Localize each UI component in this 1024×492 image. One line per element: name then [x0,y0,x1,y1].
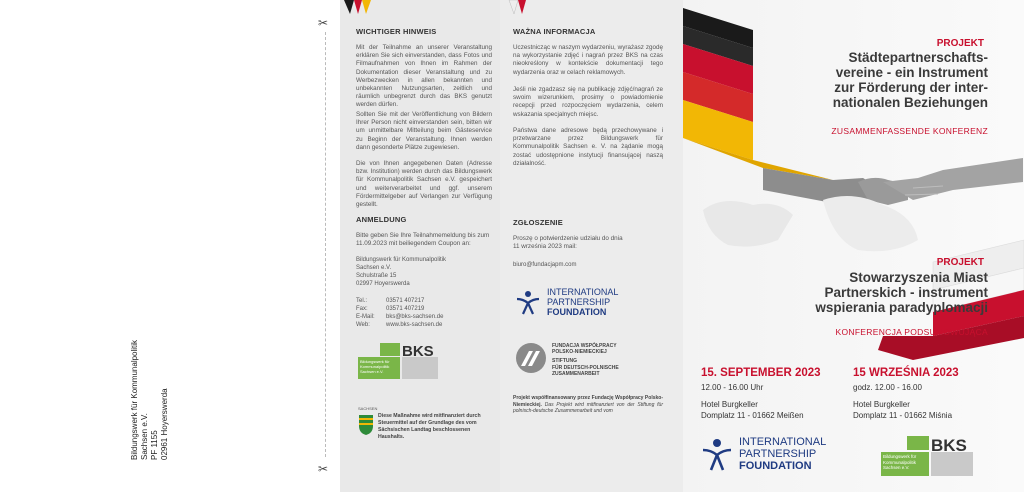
recipient-address: Bildungswerk für Kommunalpolitik Sachsen e.V. PF 1155 02961 Hoyerswerda [130,339,169,460]
cover-panel [683,0,1024,492]
scissors-icon: ✂ [318,462,329,476]
ipf-figure-icon [515,289,541,315]
contact-row: Tel.: 03571 407217 [356,298,425,304]
registration-title-pl: ZGŁOSZENIE [513,218,563,227]
registration-text-de: Bitte geben Sie Ihre Teilnahmemeldung bis zum 11.09.2023 mit beiliegendem Coupon an: [356,232,490,248]
address-panel [0,0,340,492]
registration-title-de: ANMELDUNG [356,215,407,224]
event-info-pl: 15 WRZEŚNIA 2023 godz. 12.00 - 16.00 Hotel Burgkeller Domplatz 11 - 01662 Miśnia [853,367,959,420]
ipf-logo: INTERNATIONAL PARTNERSHIP FOUNDATION [701,436,826,472]
bks-logo: BKS Bildungswerk für Kommunalpolitik Sachsen e.V. [358,343,438,379]
cofunding-note: Projekt współfinansowany przez Fundację Współpracy Polsko-Niemieckiej. Das Projekt wird mitfinanziert von der Stiftung für polnisch-deutsche Zusammenarbeit und vom [513,395,663,415]
subtitle-pl: KONFERENCJA PODSUMOWUJĄCA [835,327,988,337]
registration-email-link[interactable]: biuro@fundacjapm.com [513,262,577,268]
organizer-address: Bildungswerk für Kommunalpolitik Sachsen e.V. Schulstraße 15 02997 Hoyerswerda [356,257,447,287]
project-label-de: PROJEKT [936,38,984,49]
registration-text-pl: Proszę o potwierdzenie udziału do dnia 11 września 2023 mail: [513,235,623,251]
contact-list [356,297,443,329]
title-pl: Stowarzyszenia Miast Partnerskich - instrument wspierania paradyplomacji [815,270,988,315]
notice-text-pl: Uczestnicząc w naszym wydarzeniu, wyrażasz zgodę na wykorzystanie zdjęć i nagrań przez BKS na czas nieokreślony w kontekście dokumentacji tego wydarzenia oraz w celach reklamowych. [513,44,663,76]
info-panel-de [340,0,500,492]
notice-title-de: WICHTIGER HINWEIS [356,27,437,36]
notice-text-de: Sollten Sie mit der Veröffentlichung von Bildern Ihrer Person nicht einverstanden sein, bitten wir um unmittelbare Mitteilung beim Gästeservice zu Beginn der Veranstaltung. Ihnen werden dann gesonderte Plätze zugewiesen. [356,111,492,151]
notice-text-pl: Państwa dane adresowe będą przechowywane i przetwarzane przez Bildungswerk für Kommunalpolitik Sachsen e. V. na żądanie mogą zostać udostępnione instytucji finansującej naszą działalność. [513,127,663,167]
cut-line [325,32,326,457]
subtitle-de: ZUSAMMENFASSENDE KONFERENZ [831,126,988,136]
notice-text-de: Mit der Teilnahme an unserer Veranstaltung erklären Sie sich einverstanden, dass Fotos und Filmaufnahmen von Ihnen im Rahmen der Dokumentation dieser Veranstaltung und zu Werbezwecken in allen bekannten und unbekannten Nutzungsarten, zeitlich und räumlich unbegrenzt durch das BKS genutzt werden dürfen. [356,44,492,109]
scissors-icon: ✂ [318,16,329,30]
contact-row[interactable]: E-Mail: bks@bks-sachsen.de [356,314,444,320]
project-label-pl: PROJEKT [936,257,984,268]
fwpn-logo-icon [515,342,547,374]
ribbon-logo-icon [340,0,375,20]
funding-note: Diese Maßnahme wird mitfinanziert durch Steuermittel auf der Grundlage des vom Sächsischen Landtag beschlossenen Haushalts. [378,413,481,440]
contact-row[interactable]: Web: www.bks-sachsen.de [356,322,443,328]
event-info-de: 15. SEPTEMBER 2023 12.00 - 16.00 Uhr Hotel Burgkeller Domplatz 11 - 01662 Meißen [701,367,821,420]
saxony-label: SACHSEN [358,406,378,411]
bks-logo: BKS Bildungswerk für Kommunalpolitik Sachsen e.V. [881,436,973,476]
title-de: Städtepartnerschafts- vereine - ein Instrument zur Förderung der inter- nationalen Beziehungen [832,50,988,110]
info-panel-pl [500,0,683,492]
fwpn-name: FUNDACJA WSPÓŁPRACY POLSKO-NIEMIECKIEJ STIFTUNG FÜR DEUTSCH-POLNISCHE ZUSAMMENARBEIT [552,343,619,377]
saxony-crest-icon [358,413,374,435]
notice-text-pl: Jeśli nie zgadzasz się na publikację zdjęć/nagrań ze swoim wizerunkiem, prosimy o powiadomienie recepcji przed rozpoczęciem wydarzenia, celem wskazania specjalnych miejsc. [513,86,663,118]
notice-text-de: Die von Ihnen angegebenen Daten (Adresse bzw. Institution) werden durch das Bildungswerk für Kommunalpolitik Sachsen e.V. gespeichert und weiterverarbeitet und ggf. unserem Fördermittelgeber auf Verlangen zur Verfügung gestellt. [356,160,492,209]
ipf-logo: INTERNATIONAL PARTNERSHIP FOUNDATION [515,287,618,317]
ipf-figure-icon [701,437,733,471]
web-link[interactable]: www.bks-sachsen.de [386,322,443,328]
notice-title-pl: WAŻNA INFORMACJA [513,27,596,36]
contact-row: Fax: 03571 407219 [356,306,425,312]
email-link[interactable]: bks@bks-sachsen.de [386,314,444,320]
ribbon-logo-icon [505,0,530,20]
